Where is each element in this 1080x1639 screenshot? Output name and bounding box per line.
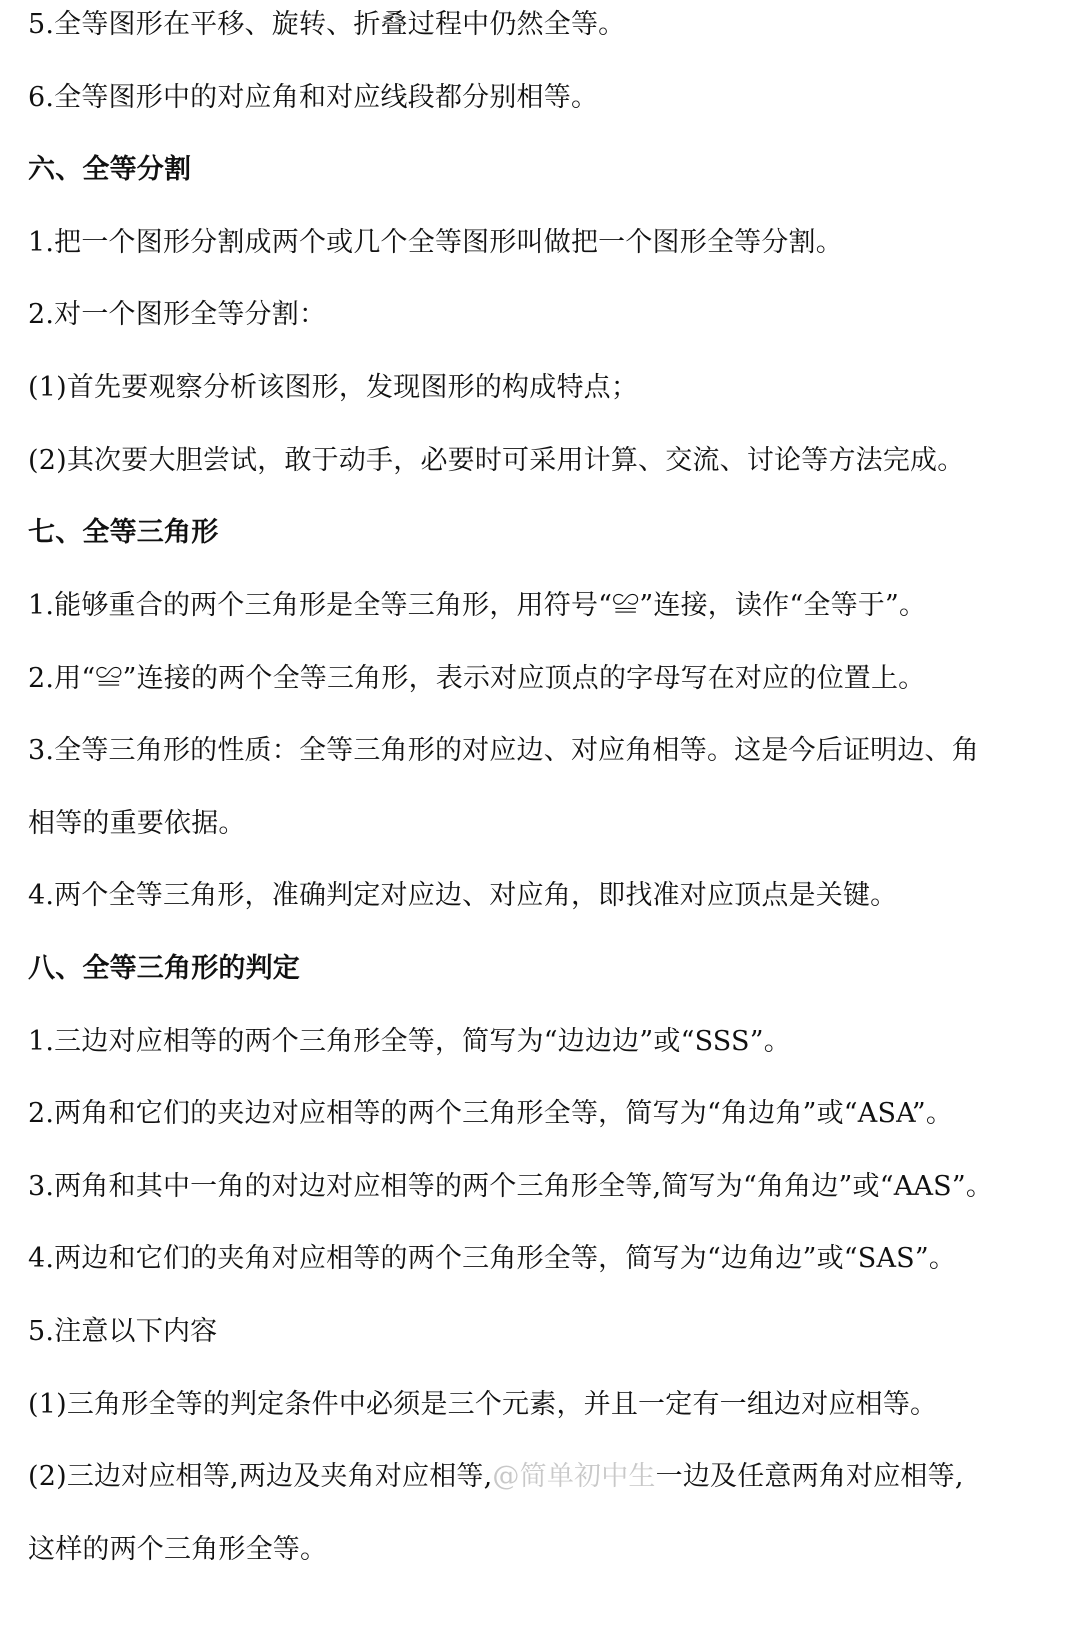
paragraph-line: 这样的两个三角形全等。: [28, 1534, 328, 1565]
watermark-text: @简单初中生: [492, 1461, 656, 1492]
paragraph-line: (1)三角形全等的判定条件中必须是三个元素，并且一定有一组边对应相等。: [28, 1389, 938, 1420]
paragraph-text: (2)三边对应相等,两边及夹角对应相等,: [28, 1461, 493, 1492]
paragraph-line: 5.注意以下内容: [28, 1316, 218, 1347]
paragraph-line: 3.全等三角形的性质：全等三角形的对应边、对应角相等。这是今后证明边、角: [28, 735, 979, 766]
paragraph-line: 5.全等图形在平移、旋转、折叠过程中仍然全等。: [28, 9, 626, 40]
paragraph-line: 2.用“≌”连接的两个全等三角形，表示对应顶点的字母写在对应的位置上。: [28, 663, 926, 694]
paragraph-line: 2.对一个图形全等分割：: [28, 299, 327, 330]
paragraph-line: 2.两角和它们的夹边对应相等的两个三角形全等，简写为“角边角”或“ASA”。: [28, 1098, 954, 1129]
paragraph-line: 6.全等图形中的对应角和对应线段都分别相等。: [28, 82, 599, 113]
section-heading-6: 六、全等分割: [28, 154, 192, 185]
paragraph-text: 一边及任意两角对应相等,: [655, 1461, 964, 1492]
paragraph-line: (2)其次要大胆尝试，敢于动手，必要时可采用计算、交流、讨论等方法完成。: [28, 445, 965, 476]
section-heading-7: 七、全等三角形: [28, 517, 219, 548]
section-heading-8: 八、全等三角形的判定: [28, 953, 300, 984]
paragraph-line: 1.三边对应相等的两个三角形全等，简写为“边边边”或“SSS”。: [28, 1026, 791, 1057]
paragraph-line: (1)首先要观察分析该图形，发现图形的构成特点；: [28, 372, 639, 403]
paragraph-line: 1.能够重合的两个三角形是全等三角形，用符号“≌”连接，读作“全等于”。: [28, 590, 927, 621]
paragraph-line: 相等的重要依据。: [28, 808, 246, 839]
paragraph-line: 3.两角和其中一角的对边对应相等的两个三角形全等,简写为“角角边”或“AAS”。: [28, 1171, 994, 1202]
paragraph-line-with-watermark: [28, 1459, 1070, 1495]
paragraph-line: 4.两个全等三角形，准确判定对应边、对应角，即找准对应顶点是关键。: [28, 880, 898, 911]
paragraph-line: 4.两边和它们的夹角对应相等的两个三角形全等，简写为“边角边”或“SAS”。: [28, 1243, 957, 1274]
paragraph-line: 1.把一个图形分割成两个或几个全等图形叫做把一个图形全等分割。: [28, 227, 843, 258]
